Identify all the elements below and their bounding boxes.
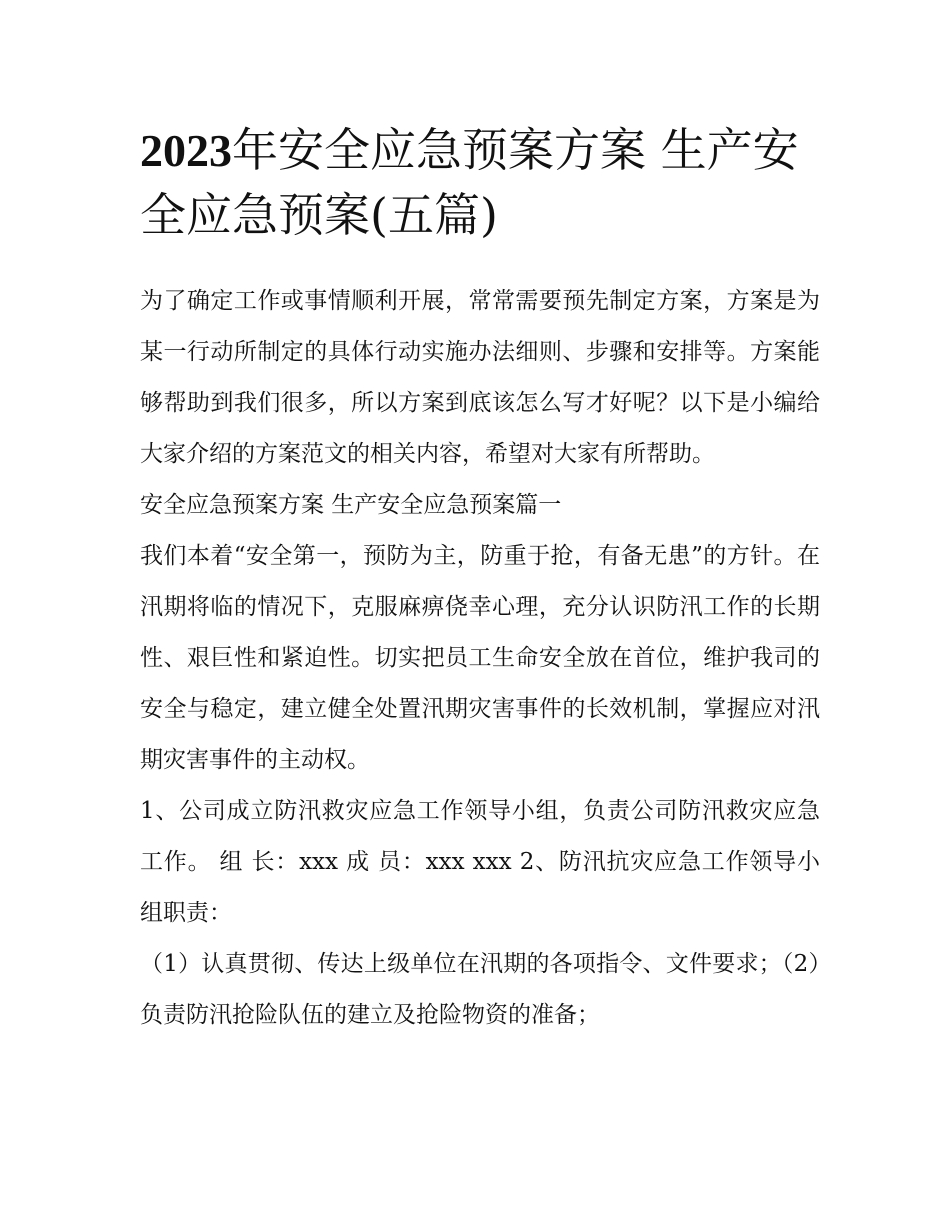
- title-text: 年安全应急预案方案 生产安全应急预案(五篇): [140, 123, 799, 242]
- team-paragraph: 1、公司成立防汛救灾应急工作领导小组，负责公司防汛救灾应急工作。 组 长：xxx 成 员：xxx xxx 2、防汛抗灾应急工作领导小组职责：: [140, 798, 820, 926]
- document-title: [140, 118, 820, 247]
- policy-paragraph: 我们本着“安全第一，预防为主，防重于抢，有备无患”的方针。在汛期将临的情况下，克服麻痹侥幸心理，充分认识防汛工作的长期性、艰巨性和紧迫性。切实把员工生命安全放在首位，维护我司的安全与稳定，建立健全处置汛期灾害事件的长效机制，掌握应对汛期灾害事件的主动权。: [140, 543, 820, 773]
- title-year: 2023: [140, 125, 232, 176]
- duties-paragraph: （1）认真贯彻、传达上级单位在汛期的各项指令、文件要求；（2）负责防汛抢险队伍的建立及抢险物资的准备；: [140, 951, 820, 1028]
- document-body: [140, 276, 820, 1041]
- intro-paragraph: 为了确定工作或事情顺利开展，常常需要预先制定方案，方案是为某一行动所制定的具体行动实施办法细则、步骤和安排等。方案能够帮助到我们很多，所以方案到底该怎么写才好呢？以下是小编给大家介绍的方案范文的相关内容，希望对大家有所帮助。: [140, 288, 820, 467]
- section-heading: 安全应急预案方案 生产安全应急预案篇一: [140, 492, 562, 518]
